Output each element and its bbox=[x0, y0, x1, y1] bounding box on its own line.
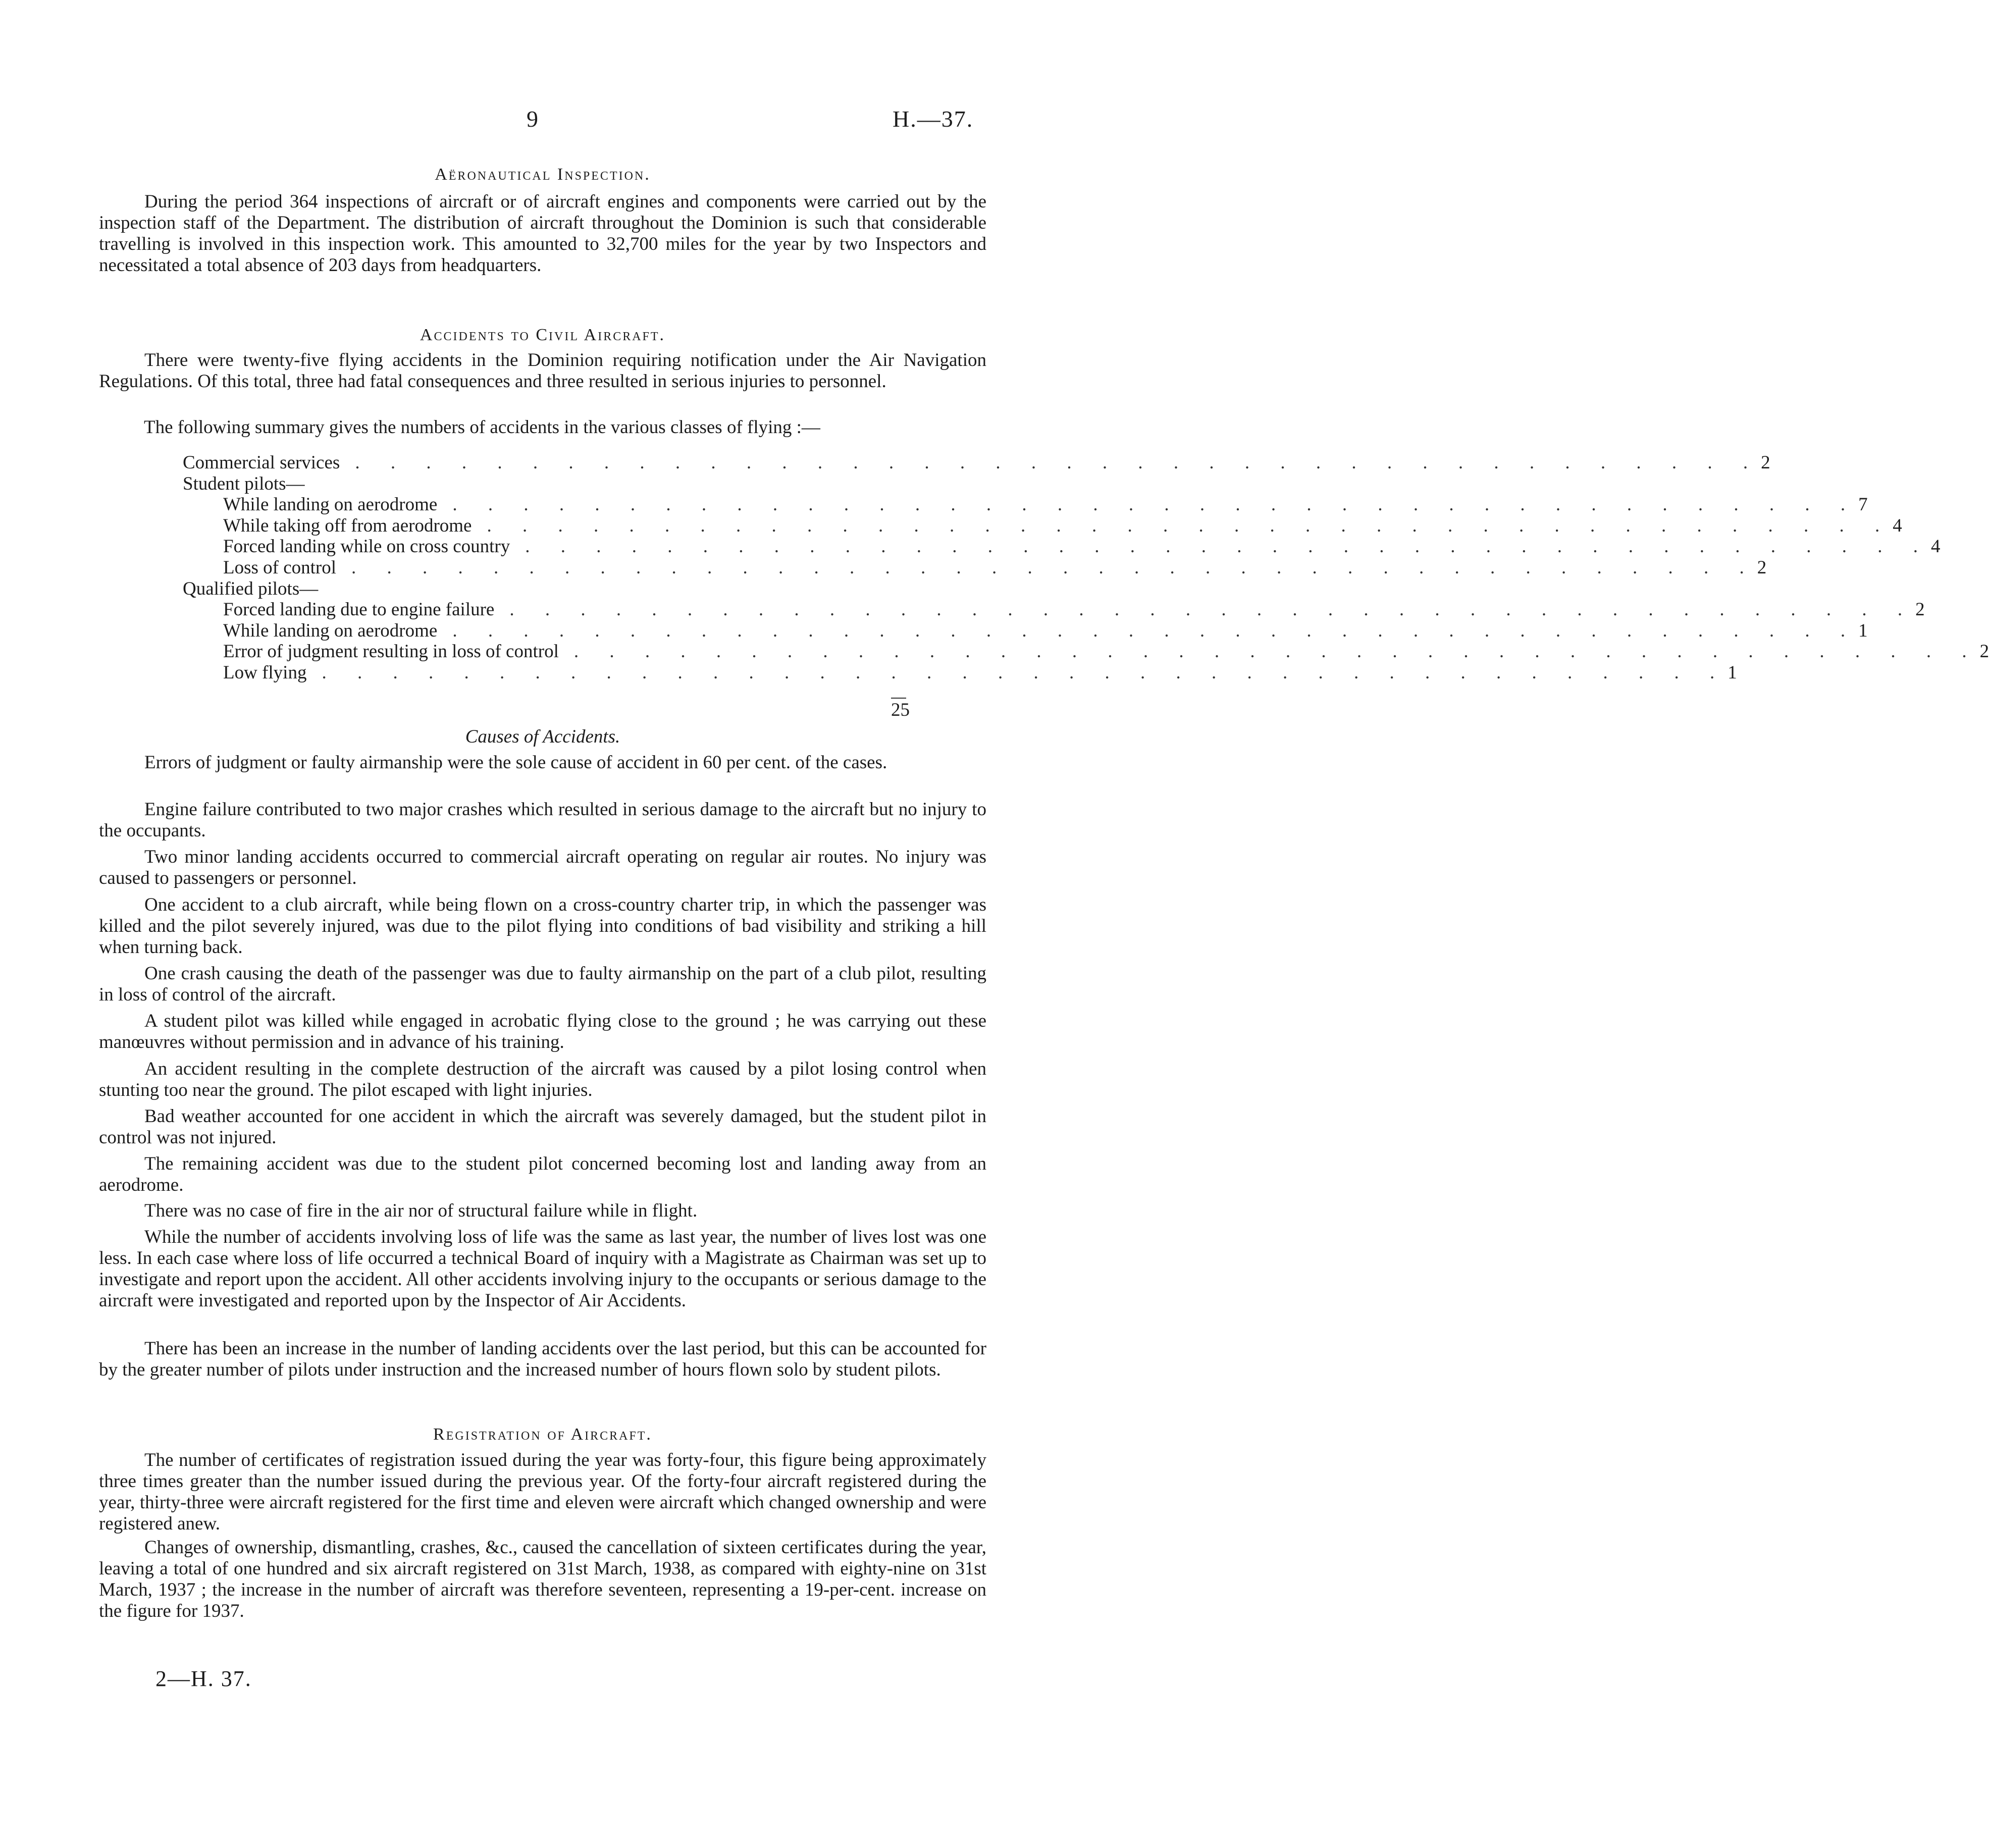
summary-value: 2 bbox=[1761, 452, 1770, 473]
paragraph-causes: Two minor landing accidents occurred to commercial aircraft operating on regular air routes. No injury was caused to passengers or personnel. bbox=[99, 847, 986, 888]
summary-value: 2 bbox=[1915, 599, 1925, 620]
paragraph-causes: Bad weather accounted for one accident in which the aircraft was severely damaged, but the student pilot in control was not injured. bbox=[99, 1106, 986, 1148]
summary-value: 4 bbox=[1931, 536, 1941, 557]
summary-label: Error of judgment resulting in loss of control bbox=[223, 641, 559, 662]
paragraph-causes: While the number of accidents involving loss of life was the same as last year, the number of lives lost was one less. In each case where loss of life occurred a technical Board of inquiry with a Magistrate as Chairman was set up to investigate and report upon the accident. All other accidents involving injury to the occupants or serious damage to the aircraft were investigated and reported upon by the Inspector of Air Accidents. bbox=[99, 1227, 986, 1311]
leader-dots: . . . . . . . . . . . . . . . . . . . . . . . . . . . . . . . . . . . . . . . . bbox=[452, 494, 1859, 515]
summary-group-heading bbox=[183, 473, 910, 495]
section-heading-aeronautical-inspection: Aëronautical Inspection. bbox=[435, 165, 651, 184]
accident-summary-table bbox=[183, 452, 1989, 683]
subheading-causes-of-accidents: Causes of Accidents. bbox=[465, 726, 620, 747]
leader-dots: . . . . . . . . . . . . . . . . . . . . . . . . . . . . . . . . . . . . . . . . bbox=[509, 599, 1916, 620]
paragraph-causes: One crash causing the death of the passenger was due to faulty airmanship on the part of a club pilot, resulting in loss of control of the aircraft. bbox=[99, 963, 986, 1005]
section-heading-registration: Registration of Aircraft. bbox=[433, 1425, 652, 1444]
paragraph-registration: Changes of ownership, dismantling, crashes, &c., caused the cancellation of sixteen certificates during the year, leaving a total of one hundred and six aircraft registered on 31st March, 1938, as compared with eighty-nine on 31st March, 1937 ; the increase in the number of aircraft was therefore seventeen, representing a 19-per-cent. increase on the figure for 1937. bbox=[99, 1537, 986, 1621]
summary-label: While taking off from aerodrome bbox=[223, 515, 472, 536]
section-heading-accidents: Accidents to Civil Aircraft. bbox=[420, 326, 666, 344]
signature-mark: 2—H. 37. bbox=[155, 1666, 252, 1691]
paragraph-causes: The remaining accident was due to the student pilot concerned becoming lost and landing away from an aerodrome. bbox=[99, 1153, 986, 1195]
summary-value: 4 bbox=[1893, 515, 1902, 536]
summary-row bbox=[183, 494, 1868, 515]
summary-row bbox=[183, 599, 1925, 620]
summary-row bbox=[183, 557, 1767, 578]
summary-group-heading bbox=[183, 578, 910, 600]
summary-label: While landing on aerodrome bbox=[223, 620, 438, 641]
document-reference: H.—37. bbox=[893, 106, 974, 132]
summary-row bbox=[183, 536, 1941, 557]
paragraph-causes: Errors of judgment or faulty airmanship were the sole cause of accident in 60 per cent. of the cases. bbox=[144, 752, 887, 773]
summary-value: 2 bbox=[1757, 557, 1767, 578]
summary-label: Forced landing while on cross country bbox=[223, 536, 510, 557]
summary-row bbox=[183, 452, 1770, 473]
summary-value: 7 bbox=[1858, 494, 1868, 515]
summary-row bbox=[183, 515, 1902, 537]
summary-total: 25 bbox=[891, 700, 910, 720]
leader-dots: . . . . . . . . . . . . . . . . . . . . . . . . . . . . . . . . . . . . . . . . bbox=[573, 641, 1980, 662]
summary-value: 1 bbox=[1728, 662, 1737, 683]
summary-label: Commercial services bbox=[183, 452, 340, 473]
summary-label: Low flying bbox=[223, 662, 307, 683]
leader-dots: . . . . . . . . . . . . . . . . . . . . . . . . . . . . . . . . . . . . . . . . bbox=[322, 662, 1728, 683]
paragraph-causes: There was no case of fire in the air nor of structural failure while in flight. bbox=[144, 1200, 698, 1221]
summary-row bbox=[183, 641, 1989, 662]
paragraph-causes: There has been an increase in the number of landing accidents over the last period, but this can be accounted for by the greater number of pilots under instruction and the increased number of hours flown solo by student pilots. bbox=[99, 1338, 986, 1380]
page-number: 9 bbox=[527, 106, 538, 132]
summary-label: Forced landing due to engine failure bbox=[223, 599, 495, 620]
summary-value: 1 bbox=[1858, 620, 1868, 641]
leader-dots: . . . . . . . . . . . . . . . . . . . . . . . . . . . . . . . . . . . . . . . . bbox=[355, 452, 1761, 473]
paragraph-aeronautical-inspection: During the period 364 inspections of aircraft or of aircraft engines and components were carried out by the inspection staff of the Department. The distribution of aircraft throughout the Dominion is such that considerable travelling is involved in this inspection work. This amounted to 32,700 miles for the year by two Inspectors and necessitated a total absence of 203 days from headquarters. bbox=[99, 191, 986, 276]
summary-label: While landing on aerodrome bbox=[223, 494, 438, 515]
leader-dots: . . . . . . . . . . . . . . . . . . . . . . . . . . . . . . . . . . . . . . . . bbox=[452, 620, 1859, 641]
paragraph-accidents-overview: There were twenty-five flying accidents in the Dominion requiring notification under the Air Navigation Regulations. Of this total, three had fatal consequences and three resulted in serious injuries to personnel. bbox=[99, 350, 986, 392]
leader-dots: . . . . . . . . . . . . . . . . . . . . . . . . . . . . . . . . . . . . . . . . bbox=[525, 536, 1931, 557]
summary-label: Qualified pilots— bbox=[183, 578, 319, 599]
paragraph-registration: The number of certificates of registration issued during the year was forty-four, this figure being approximately three times greater than the number issued during the previous year. Of the forty-four aircraft registered during the year, thirty-three were aircraft registered for the first time and eleven were aircraft which changed ownership and were registered anew. bbox=[99, 1450, 986, 1534]
summary-label: Loss of control bbox=[223, 557, 337, 578]
summary-intro: The following summary gives the numbers of accidents in the various classes of flying :— bbox=[144, 417, 820, 438]
summary-row bbox=[183, 662, 1737, 683]
paragraph-causes: An accident resulting in the complete destruction of the aircraft was caused by a pilot losing control when stunting too near the ground. The pilot escaped with light injuries. bbox=[99, 1059, 986, 1100]
leader-dots: . . . . . . . . . . . . . . . . . . . . . . . . . . . . . . . . . . . . . . . . bbox=[487, 515, 1893, 536]
paragraph-causes: One accident to a club aircraft, while being flown on a cross-country charter trip, in which the passenger was killed and the pilot severely injured, was due to the pilot flying into conditions of bad visibility and striking a hill when turning back. bbox=[99, 894, 986, 958]
summary-value: 2 bbox=[1979, 641, 1989, 662]
leader-dots: . . . . . . . . . . . . . . . . . . . . . . . . . . . . . . . . . . . . . . . . bbox=[351, 557, 1757, 578]
paragraph-causes: Engine failure contributed to two major crashes which resulted in serious damage to the aircraft but no injury to the occupants. bbox=[99, 799, 986, 841]
summary-row bbox=[183, 620, 1868, 642]
paragraph-causes: A student pilot was killed while engaged in acrobatic flying close to the ground ; he was carrying out these manœuvres without permission and in advance of his training. bbox=[99, 1011, 986, 1052]
summary-label: Student pilots— bbox=[183, 473, 305, 494]
